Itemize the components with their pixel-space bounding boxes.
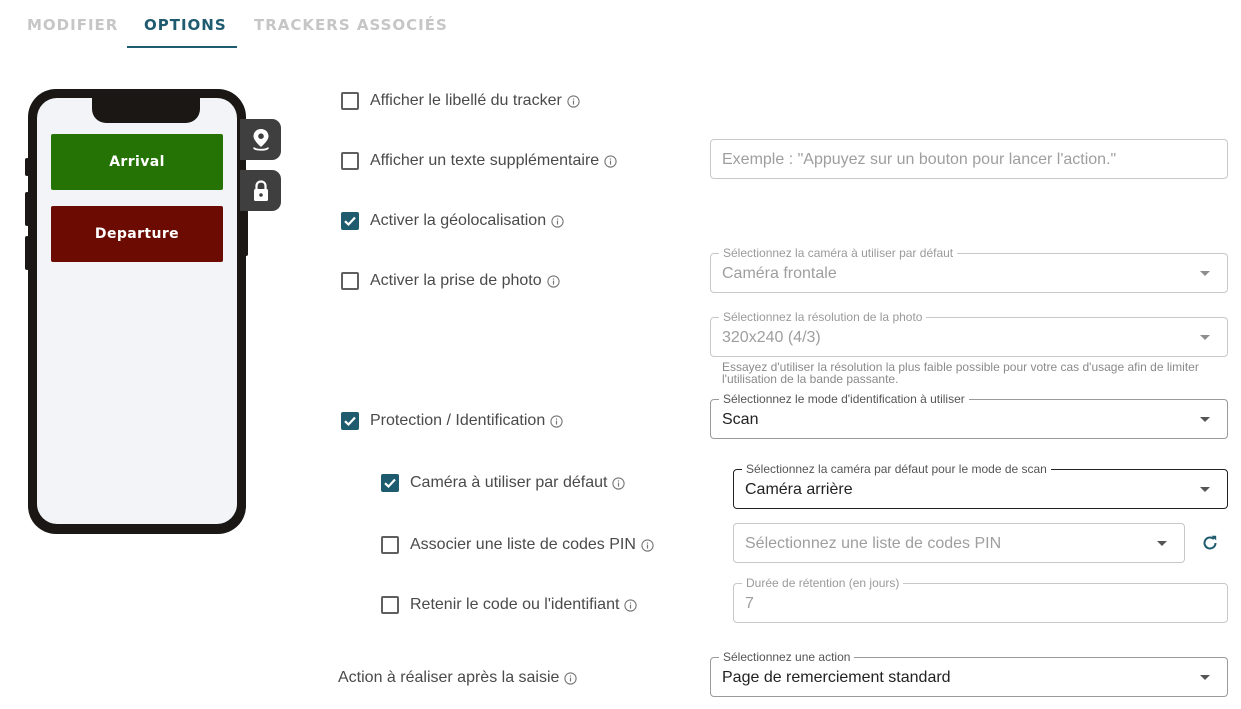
retention-days-legend: Durée de rétention (en jours): [742, 576, 903, 590]
protection-label: Protection / Identification: [370, 412, 546, 429]
pin-list-option[interactable]: [381, 533, 654, 557]
photo-camera-legend: Sélectionnez la caméra à utiliser par défaut: [719, 246, 957, 260]
info-icon[interactable]: [604, 155, 617, 168]
show-extra-text-label: Afficher un texte supplémentaire: [370, 152, 600, 169]
info-icon[interactable]: [550, 415, 563, 428]
chevron-down-icon: [1200, 271, 1210, 276]
scan-camera-legend: Sélectionnez la caméra par défaut pour le mode de scan: [742, 462, 1051, 476]
phone-screen: [37, 98, 237, 524]
active-tab-indicator: [127, 46, 237, 48]
photo-resolution-legend: Sélectionnez la résolution de la photo: [719, 310, 926, 324]
photo-resolution-select[interactable]: [710, 310, 1228, 357]
after-action-row: [338, 666, 577, 690]
info-icon[interactable]: [567, 95, 580, 108]
default-camera-checkbox[interactable]: [381, 474, 399, 492]
retention-days-input[interactable]: [733, 576, 1228, 623]
photo-camera-select[interactable]: [710, 246, 1228, 293]
pin-list-placeholder: Sélectionnez une liste de codes PIN: [745, 535, 1002, 552]
chevron-down-icon: [1200, 335, 1210, 340]
photo-resolution-value: 320x240 (4/3): [722, 329, 821, 346]
info-icon[interactable]: [641, 539, 654, 552]
extra-text-input[interactable]: [710, 139, 1228, 179]
geolocation-checkbox[interactable]: [341, 212, 359, 230]
info-icon[interactable]: [612, 477, 625, 490]
phone-preview: [28, 89, 246, 534]
chevron-down-icon: [1200, 487, 1210, 492]
pin-list-select[interactable]: [733, 523, 1185, 563]
info-icon[interactable]: [624, 599, 637, 612]
retain-code-label: Retenir le code ou l'identifiant: [410, 596, 620, 613]
photo-label: Activer la prise de photo: [370, 272, 542, 289]
after-action-select[interactable]: [710, 650, 1228, 697]
photo-camera-value: Caméra frontale: [722, 265, 837, 282]
identification-mode-legend: Sélectionnez le mode d'identification à utiliser: [719, 392, 969, 406]
arrival-button[interactable]: Arrival: [51, 134, 223, 190]
retain-code-checkbox[interactable]: [381, 596, 399, 614]
show-extra-text-checkbox[interactable]: [341, 152, 359, 170]
retain-code-option[interactable]: [381, 593, 637, 617]
departure-button[interactable]: Departure: [51, 206, 223, 262]
info-icon[interactable]: [547, 275, 560, 288]
extra-text-placeholder: Exemple : "Appuyez sur un bouton pour lancer l'action.": [722, 151, 1117, 168]
protection-checkbox[interactable]: [341, 412, 359, 430]
lock-icon[interactable]: [240, 170, 281, 211]
info-icon[interactable]: [551, 215, 564, 228]
pin-list-checkbox[interactable]: [381, 536, 399, 554]
tab-bar: [0, 0, 1241, 50]
photo-resolution-helper: Essayez d'utiliser la résolution la plus faible possible pour votre cas d'usage afin de limiter l'utilisation de la bande passante.: [722, 360, 1199, 386]
scan-camera-select[interactable]: [733, 462, 1228, 509]
show-label-option[interactable]: [341, 89, 580, 113]
after-action-legend: Sélectionnez une action: [719, 650, 854, 664]
phone-notch: [92, 98, 200, 123]
scan-camera-value: Caméra arrière: [745, 481, 853, 498]
identification-mode-value: Scan: [722, 411, 759, 428]
show-label-checkbox[interactable]: [341, 92, 359, 110]
chevron-down-icon: [1200, 417, 1210, 422]
photo-checkbox[interactable]: [341, 272, 359, 290]
after-action-value: Page de remerciement standard: [722, 669, 951, 686]
after-action-label: Action à réaliser après la saisie: [338, 669, 560, 686]
info-icon[interactable]: [564, 672, 577, 685]
retention-days-value: 7: [745, 595, 754, 612]
chevron-down-icon: [1200, 675, 1210, 680]
chevron-down-icon: [1157, 541, 1167, 546]
location-pin-icon[interactable]: [240, 119, 281, 160]
default-camera-option[interactable]: [381, 471, 625, 495]
tab-trackers-associes[interactable]: TRACKERS ASSOCIÉS: [254, 16, 448, 34]
show-extra-text-option[interactable]: [341, 149, 617, 173]
geolocation-label: Activer la géolocalisation: [370, 212, 547, 229]
tab-modifier[interactable]: MODIFIER: [27, 16, 119, 34]
default-camera-label: Caméra à utiliser par défaut: [410, 474, 608, 491]
protection-option[interactable]: [341, 409, 563, 433]
photo-option[interactable]: [341, 269, 560, 293]
pin-list-label: Associer une liste de codes PIN: [410, 536, 636, 553]
show-label-label: Afficher le libellé du tracker: [370, 92, 562, 109]
refresh-icon[interactable]: [1199, 532, 1221, 554]
tab-options[interactable]: OPTIONS: [144, 16, 227, 34]
identification-mode-select[interactable]: [710, 392, 1228, 439]
geolocation-option[interactable]: [341, 209, 564, 233]
